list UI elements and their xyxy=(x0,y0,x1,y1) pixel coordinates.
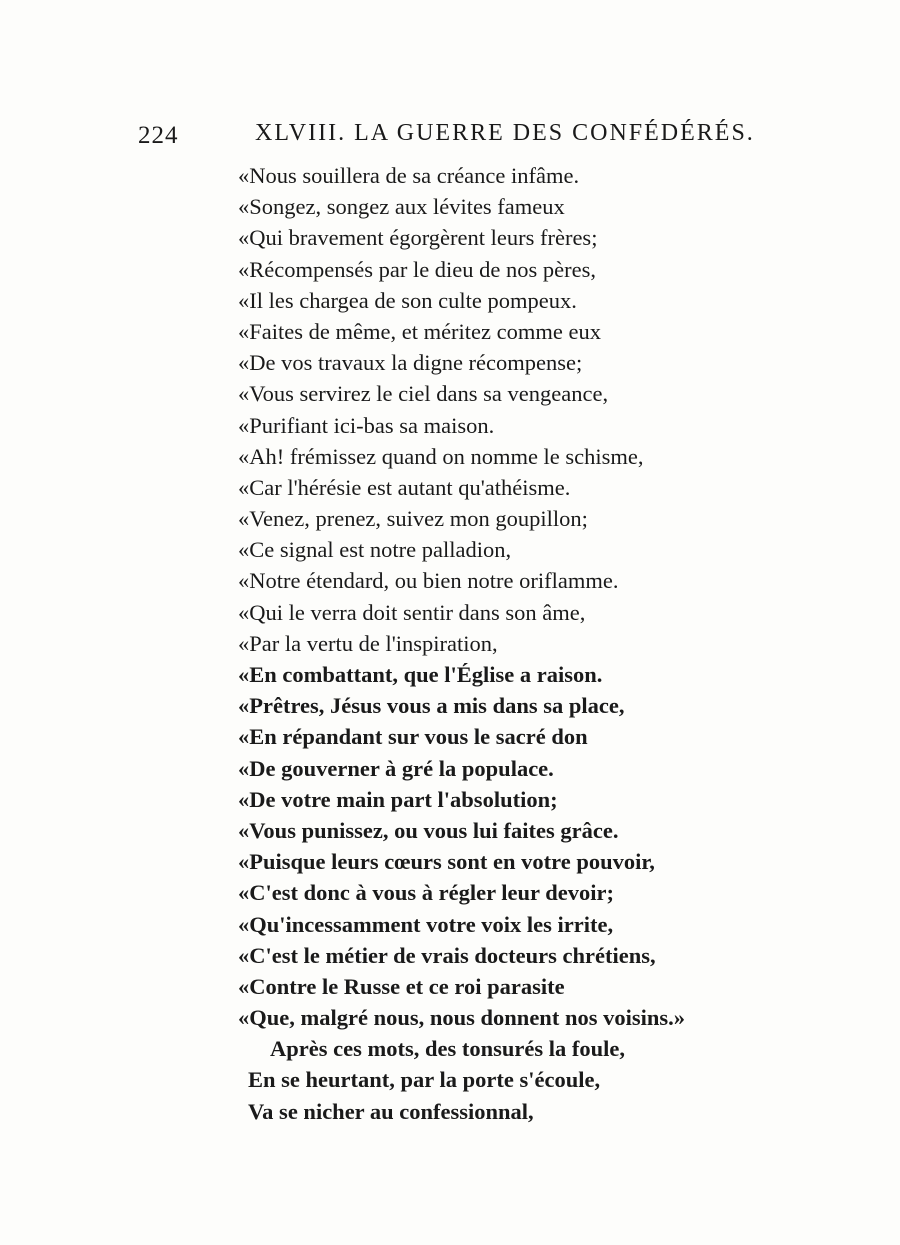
poem-line: Après ces mots, des tonsurés la foule, xyxy=(270,1036,625,1062)
poem-line: En se heurtant, par la porte s'écoule, xyxy=(248,1067,601,1093)
poem-line: «Qui le verra doit sentir dans son âme, xyxy=(238,599,586,625)
poem-line: «En combattant, que l'Église a raison. xyxy=(238,662,603,687)
poem-line: «De gouverner à gré la populace. xyxy=(238,755,554,781)
poem-line: «Faites de même, et méritez comme eux xyxy=(238,318,601,344)
poem-line: «Vous servirez le ciel dans sa vengeance, xyxy=(238,381,609,407)
poem-line: Va se nicher au confessionnal, xyxy=(248,1098,534,1124)
page-number: 224 xyxy=(138,122,179,149)
poem-line: «Car l'hérésie est autant qu'athéisme. xyxy=(238,474,571,500)
poem-line: «Qu'incessamment votre voix les irrite, xyxy=(238,911,614,937)
poem-text xyxy=(238,160,798,1127)
poem-line: «Il les chargea de son culte pompeux. xyxy=(238,287,577,313)
running-title: XLVIII. LA GUERRE DES CONFÉDÉRÉS. xyxy=(255,120,755,146)
poem-line: «Venez, prenez, suivez mon goupillon; xyxy=(238,506,588,532)
poem-line: «Puisque leurs cœurs sont en votre pouvoir, xyxy=(238,849,655,875)
poem-line: «Ce signal est notre palladion, xyxy=(238,537,512,563)
poem-line: «Purifiant ici-bas sa maison. xyxy=(238,412,495,438)
poem-line: «Notre étendard, ou bien notre oriflamme. xyxy=(238,568,619,594)
poem-line: «Prêtres, Jésus vous a mis dans sa place, xyxy=(238,693,625,719)
poem-line: «De votre main part l'absolution; xyxy=(238,786,558,812)
poem-line: «Contre le Russe et ce roi parasite xyxy=(238,973,565,999)
poem-line: «Ah! frémissez quand on nomme le schisme, xyxy=(238,443,644,469)
poem-line: «Vous punissez, ou vous lui faites grâce. xyxy=(238,817,619,843)
poem-line: «Récompensés par le dieu de nos pères, xyxy=(238,256,597,282)
poem-line: «Par la vertu de l'inspiration, xyxy=(238,630,498,656)
poem-line: «Qui bravement égorgèrent leurs frères; xyxy=(238,225,598,251)
poem-line: «Que, malgré nous, nous donnent nos voisins.» xyxy=(238,1005,685,1031)
poem-line: «Songez, songez aux lévites fameux xyxy=(238,194,565,220)
poem-line: «En répandant sur vous le sacré don xyxy=(238,724,588,750)
poem-line: «De vos travaux la digne récompense; xyxy=(238,350,583,376)
poem-line: «C'est donc à vous à régler leur devoir; xyxy=(238,880,614,906)
poem-line: «Nous souillera de sa créance infâme. xyxy=(238,163,580,188)
poem-line: «C'est le métier de vrais docteurs chrétiens, xyxy=(238,942,656,968)
